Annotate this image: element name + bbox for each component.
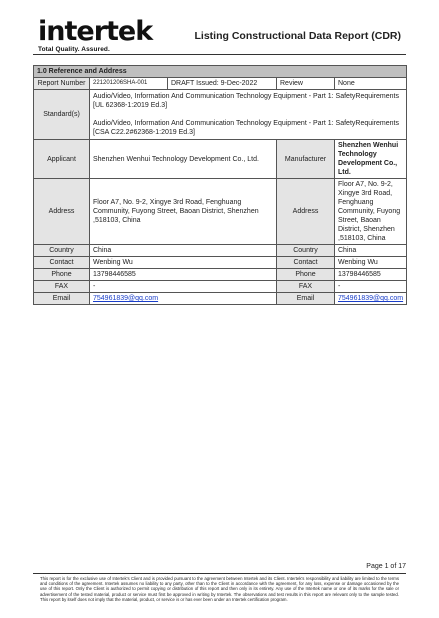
intertek-logo: [38, 18, 152, 53]
applicant-contact-label: Contact: [34, 257, 90, 269]
manufacturer-name: Shenzhen Wenhui Technology Development Co., Ltd.: [335, 140, 407, 179]
reference-address-table: [33, 65, 407, 305]
manufacturer-phone: 13798446585: [335, 269, 407, 281]
logo-wordmark: intertek: [38, 16, 153, 47]
applicant-address-label: Address: [34, 179, 90, 245]
contact-row: [34, 257, 407, 269]
manufacturer-contact: Wenbing Wu: [335, 257, 407, 269]
standards-row: [34, 90, 407, 140]
standard-item: Audio/Video, Information And Communication Technology Equipment - Part 1: SafetyRequirements [CSA C22.2#62368-1:2019 Ed.3]: [93, 120, 399, 136]
manufacturer-address-label: Address: [277, 179, 335, 245]
applicant-fax-label: FAX: [34, 281, 90, 293]
manufacturer-country-label: Country: [277, 245, 335, 257]
phone-row: [34, 269, 407, 281]
standards-label: Standard(s): [34, 90, 90, 140]
applicant-name: Shenzhen Wenhui Technology Development Co., Ltd.: [90, 140, 277, 179]
page-number: Page 1 of 17: [366, 563, 406, 570]
footer-divider: [33, 573, 406, 574]
applicant-country-label: Country: [34, 245, 90, 257]
applicant-email-label: Email: [34, 293, 90, 305]
applicant-contact: Wenbing Wu: [90, 257, 277, 269]
review-label: Review: [277, 78, 335, 90]
report-number-label: Report Number: [34, 78, 90, 90]
applicant-email-cell: [90, 293, 277, 305]
manufacturer-address: Floor A7, No. 9-2, Xingye 3rd Road, Fenghuang Community, Fuyong Street, Baoan District, Shenzhen ,518103, China: [335, 179, 407, 245]
standard-item: Audio/Video, Information And Communication Technology Equipment - Part 1: SafetyRequirements [UL 62368-1:2019 Ed.3]: [93, 93, 399, 109]
manufacturer-email-cell: [335, 293, 407, 305]
standards-list: [90, 90, 407, 140]
disclaimer-text: This report is for the exclusive use of Intertek's Client and is provided pursuant to the agreement between Intertek and its Client. Intertek's responsibility and liability are limited to the terms and conditions of the agreement. Intertek assumes no liability to any party, other than to the Client in accordance with the agreement, for any loss, expense or damage occasioned by the use of this report. Only the Client is authorized to permit copying or distribution of this report and then only in its entirety. Any use of the Intertek name or one of its marks for the sale or advertisement of the tested material, product or service must first be approved in writing by Intertek. The observations and test results in this report are relevant only to the sample tested. This report by itself does not imply that the material, product, or service is or has ever been under an Intertek certification program.: [40, 576, 399, 602]
email-row: [34, 293, 407, 305]
applicant-label: Applicant: [34, 140, 90, 179]
report-number-row: [34, 78, 407, 90]
logo-tagline: Total Quality. Assured.: [38, 46, 110, 53]
fax-row: [34, 281, 407, 293]
applicant-row: [34, 140, 407, 179]
applicant-country: China: [90, 245, 277, 257]
header-divider: [33, 54, 406, 55]
report-title: Listing Constructional Data Report (CDR): [194, 30, 401, 42]
manufacturer-country: China: [335, 245, 407, 257]
applicant-fax: -: [90, 281, 277, 293]
applicant-email-link[interactable]: 754961839@qq.com: [93, 295, 159, 302]
manufacturer-label: Manufacturer: [277, 140, 335, 179]
manufacturer-email-link[interactable]: 754961839@qq.com: [338, 295, 404, 302]
review-value: None: [335, 78, 407, 90]
applicant-phone-label: Phone: [34, 269, 90, 281]
manufacturer-phone-label: Phone: [277, 269, 335, 281]
manufacturer-contact-label: Contact: [277, 257, 335, 269]
section-header-row: [34, 66, 407, 78]
draft-issued: DRAFT Issued: 9-Dec-2022: [168, 78, 277, 90]
applicant-phone: 13798446585: [90, 269, 277, 281]
country-row: [34, 245, 407, 257]
section-title: 1.0 Reference and Address: [34, 66, 407, 78]
manufacturer-email-label: Email: [277, 293, 335, 305]
report-number-value: 221201206SHA-001: [90, 78, 168, 90]
address-row: [34, 179, 407, 245]
manufacturer-fax: -: [335, 281, 407, 293]
applicant-address: Floor A7, No. 9-2, Xingye 3rd Road, Fenghuang Community, Fuyong Street, Baoan District, Shenzhen ,518103, China: [90, 179, 277, 245]
manufacturer-fax-label: FAX: [277, 281, 335, 293]
